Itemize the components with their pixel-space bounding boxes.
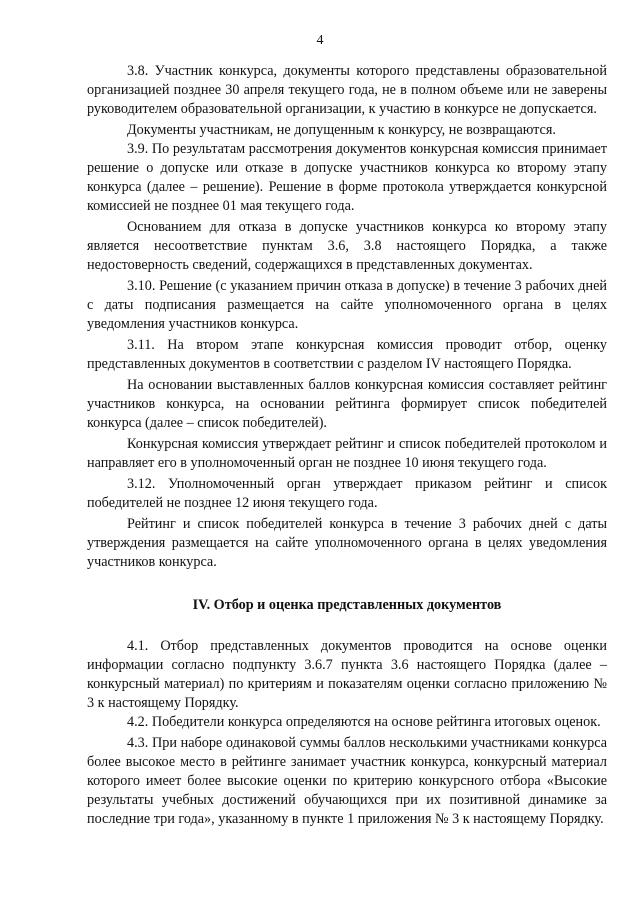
section-heading: IV. Отбор и оценка представленных документов: [192, 597, 502, 613]
paragraph-commission-approval: Конкурсная комиссия утверждает рейтинг и список победителей протоколом и направляет его в уполномоченный орган не позднее 10 июня текущего года.: [87, 436, 607, 471]
paragraph-3-8: 3.8. Участник конкурса, документы которого представлены образовательной организацией позднее 30 апреля текущего года, не в полном объеме или не заверены руководителем образовательной организации, к участию в конкурсе не допускается.: [87, 63, 607, 117]
paragraph-4-1: 4.1. Отбор представленных документов проводится на основе оценки информации согласно подпункту 3.6.7 пункта 3.6 настоящего Порядка (далее – конкурсный материал) по критериям и показателям оценки согласно приложению № 3 к настоящему Порядку.: [87, 638, 607, 711]
paragraph-3-9: 3.9. По результатам рассмотрения документов конкурсная комиссия принимает решение о допуске или отказе в допуске участников конкурса ко второму этапу конкурса (далее – решение). Решение в форме протокола утверждается конкурсной комиссией не позднее 01 мая текущего года.: [87, 141, 607, 214]
page-number: 4: [316, 33, 324, 48]
paragraph-3-11: 3.11. На втором этапе конкурсная комиссия проводит отбор, оценку представленных документов в соответствии с разделом IV настоящего Порядка.: [87, 337, 607, 372]
document-body: [87, 62, 607, 829]
paragraph-3-10: 3.10. Решение (с указанием причин отказа в допуске) в течение 3 рабочих дней с даты подписания размещается на сайте уполномоченного органа в целях уведомления участников конкурса.: [87, 278, 607, 332]
paragraph-refusal-grounds: Основанием для отказа в допуске участников конкурса ко второму этапу является несоответствие пунктам 3.6, 3.8 настоящего Порядка, а также недостоверность сведений, содержащихся в представленных документах.: [87, 219, 607, 273]
paragraph-4-2: 4.2. Победители конкурса определяются на основе рейтинга итоговых оценок.: [127, 714, 601, 730]
paragraph-4-3: 4.3. При наборе одинаковой суммы баллов несколькими участниками конкурса более высокое место в рейтинге занимает участник конкурса, конкурсный материал которого имеет более высокие оценки по критерию конкурсного отбора «Высокие результаты учебных достижений обучающихся при их позитивной динамике за последние три года», указанному в пункте 1 приложения № 3 к настоящему Порядку.: [87, 735, 607, 827]
paragraph-rating-formation: На основании выставленных баллов конкурсная комиссия составляет рейтинг участников конкурса, на основании рейтинга формирует список победителей конкурса (далее – список победителей).: [87, 377, 607, 431]
paragraph-documents-not-returned: Документы участникам, не допущенным к конкурсу, не возвращаются.: [127, 122, 556, 138]
paragraph-3-12: 3.12. Уполномоченный орган утверждает приказом рейтинг и список победителей не позднее 12 июня текущего года.: [87, 476, 607, 511]
paragraph-rating-publication: Рейтинг и список победителей конкурса в течение 3 рабочих дней с даты утверждения размещается на сайте уполномоченного органа в целях уведомления участников конкурса.: [87, 516, 607, 570]
